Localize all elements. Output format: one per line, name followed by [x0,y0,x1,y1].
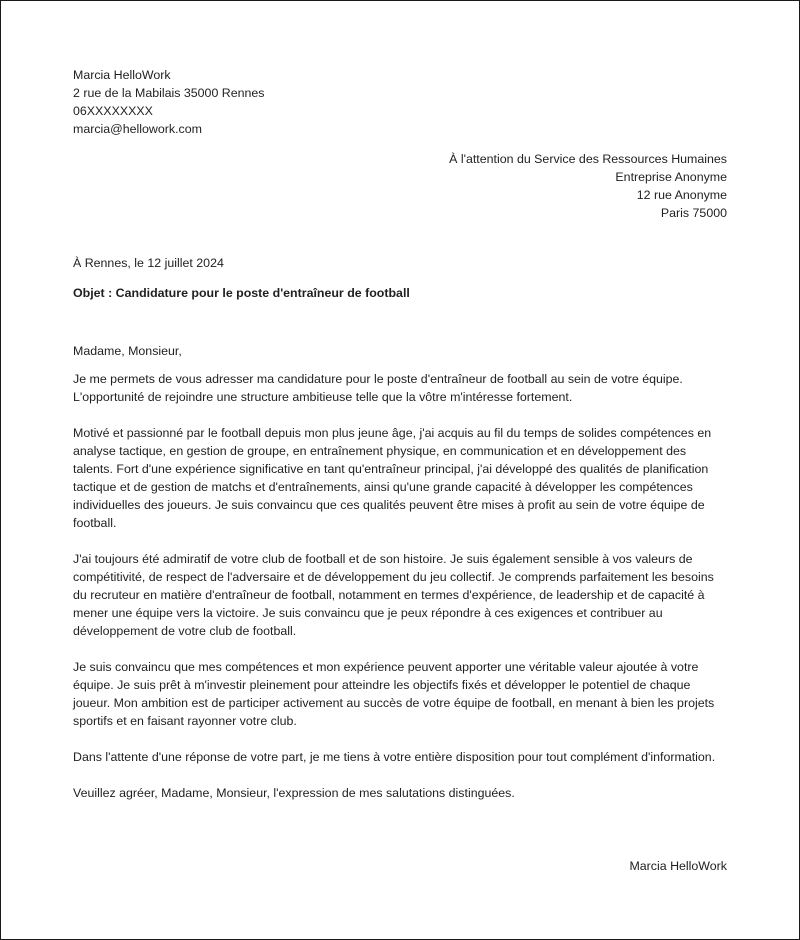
subject-line: Objet : Candidature pour le poste d'entraîneur de football [73,286,410,300]
body-paragraph: Je suis convaincu que mes compétences et mon expérience peuvent apporter une véritable valeur ajoutée à votre équipe. Je suis prêt à m'investir pleinement pour atteindre les objectifs fixés et développer le potentiel de chaque joueur. Mon ambition est de participer activement au succès de votre équipe de football, en menant à bien les projets sportifs et en faisant rayonner votre club. [73,660,715,728]
body-paragraph: Dans l'attente d'une réponse de votre part, je me tiens à votre entière disposition pour tout complément d'information. [73,750,716,764]
sender-email: marcia@hellowork.com [73,122,202,136]
recipient-block [449,150,727,222]
sender-block [73,66,265,138]
recipient-company: Entreprise Anonyme [615,170,727,184]
body-paragraph: J'ai toujours été admiratif de votre club de football et de son histoire. Je suis également sensible à vos valeurs de compétitivité, de respect de l'adversaire et de développement du jeu collectif. Je comprends parfaitement les besoins du recruteur en matière d'entraîneur de football, notamment en termes d'expérience, de leadership et de capacité à mener une équipe vers la victoire. Je suis convaincu que je peux répondre à ces exigences et contribuer au développement de votre club de football. [73,552,714,638]
recipient-city: Paris 75000 [660,206,727,220]
closing-formula: Veuillez agréer, Madame, Monsieur, l'expression de mes salutations distinguées. [73,786,515,800]
sender-address: 2 rue de la Mabilais 35000 Rennes [73,86,265,100]
salutation: Madame, Monsieur, [73,344,182,358]
date-line: À Rennes, le 12 juillet 2024 [73,256,224,270]
body-paragraph: Motivé et passionné par le football depuis mon plus jeune âge, j'ai acquis au fil du temps de solides compétences en analyse tactique, en gestion de groupe, en entraînement physique, en communication et en développement des talents. Fort d'une expérience significative en tant qu'entraîneur principal, j'ai développé des qualités de planification tactique et de gestion de matchs et d'entraînements, ainsi qu'une grande capacité à développer les compétences individuelles des joueurs. Je suis convaincu que ces qualités peuvent être mises à profit au sein de votre équipe de football. [73,426,712,530]
recipient-attention: À l'attention du Service des Ressources Humaines [449,152,727,166]
signature: Marcia HelloWork [629,859,727,873]
sender-name: Marcia HelloWork [73,68,171,82]
letter-body [73,342,729,820]
body-paragraph: Je me permets de vous adresser ma candidature pour le poste d'entraîneur de football au sein de votre équipe. L'opportunité de rejoindre une structure ambitieuse telle que la vôtre m'intéresse fortement. [73,372,683,404]
sender-phone: 06XXXXXXXX [73,104,153,118]
recipient-street: 12 rue Anonyme [636,188,727,202]
